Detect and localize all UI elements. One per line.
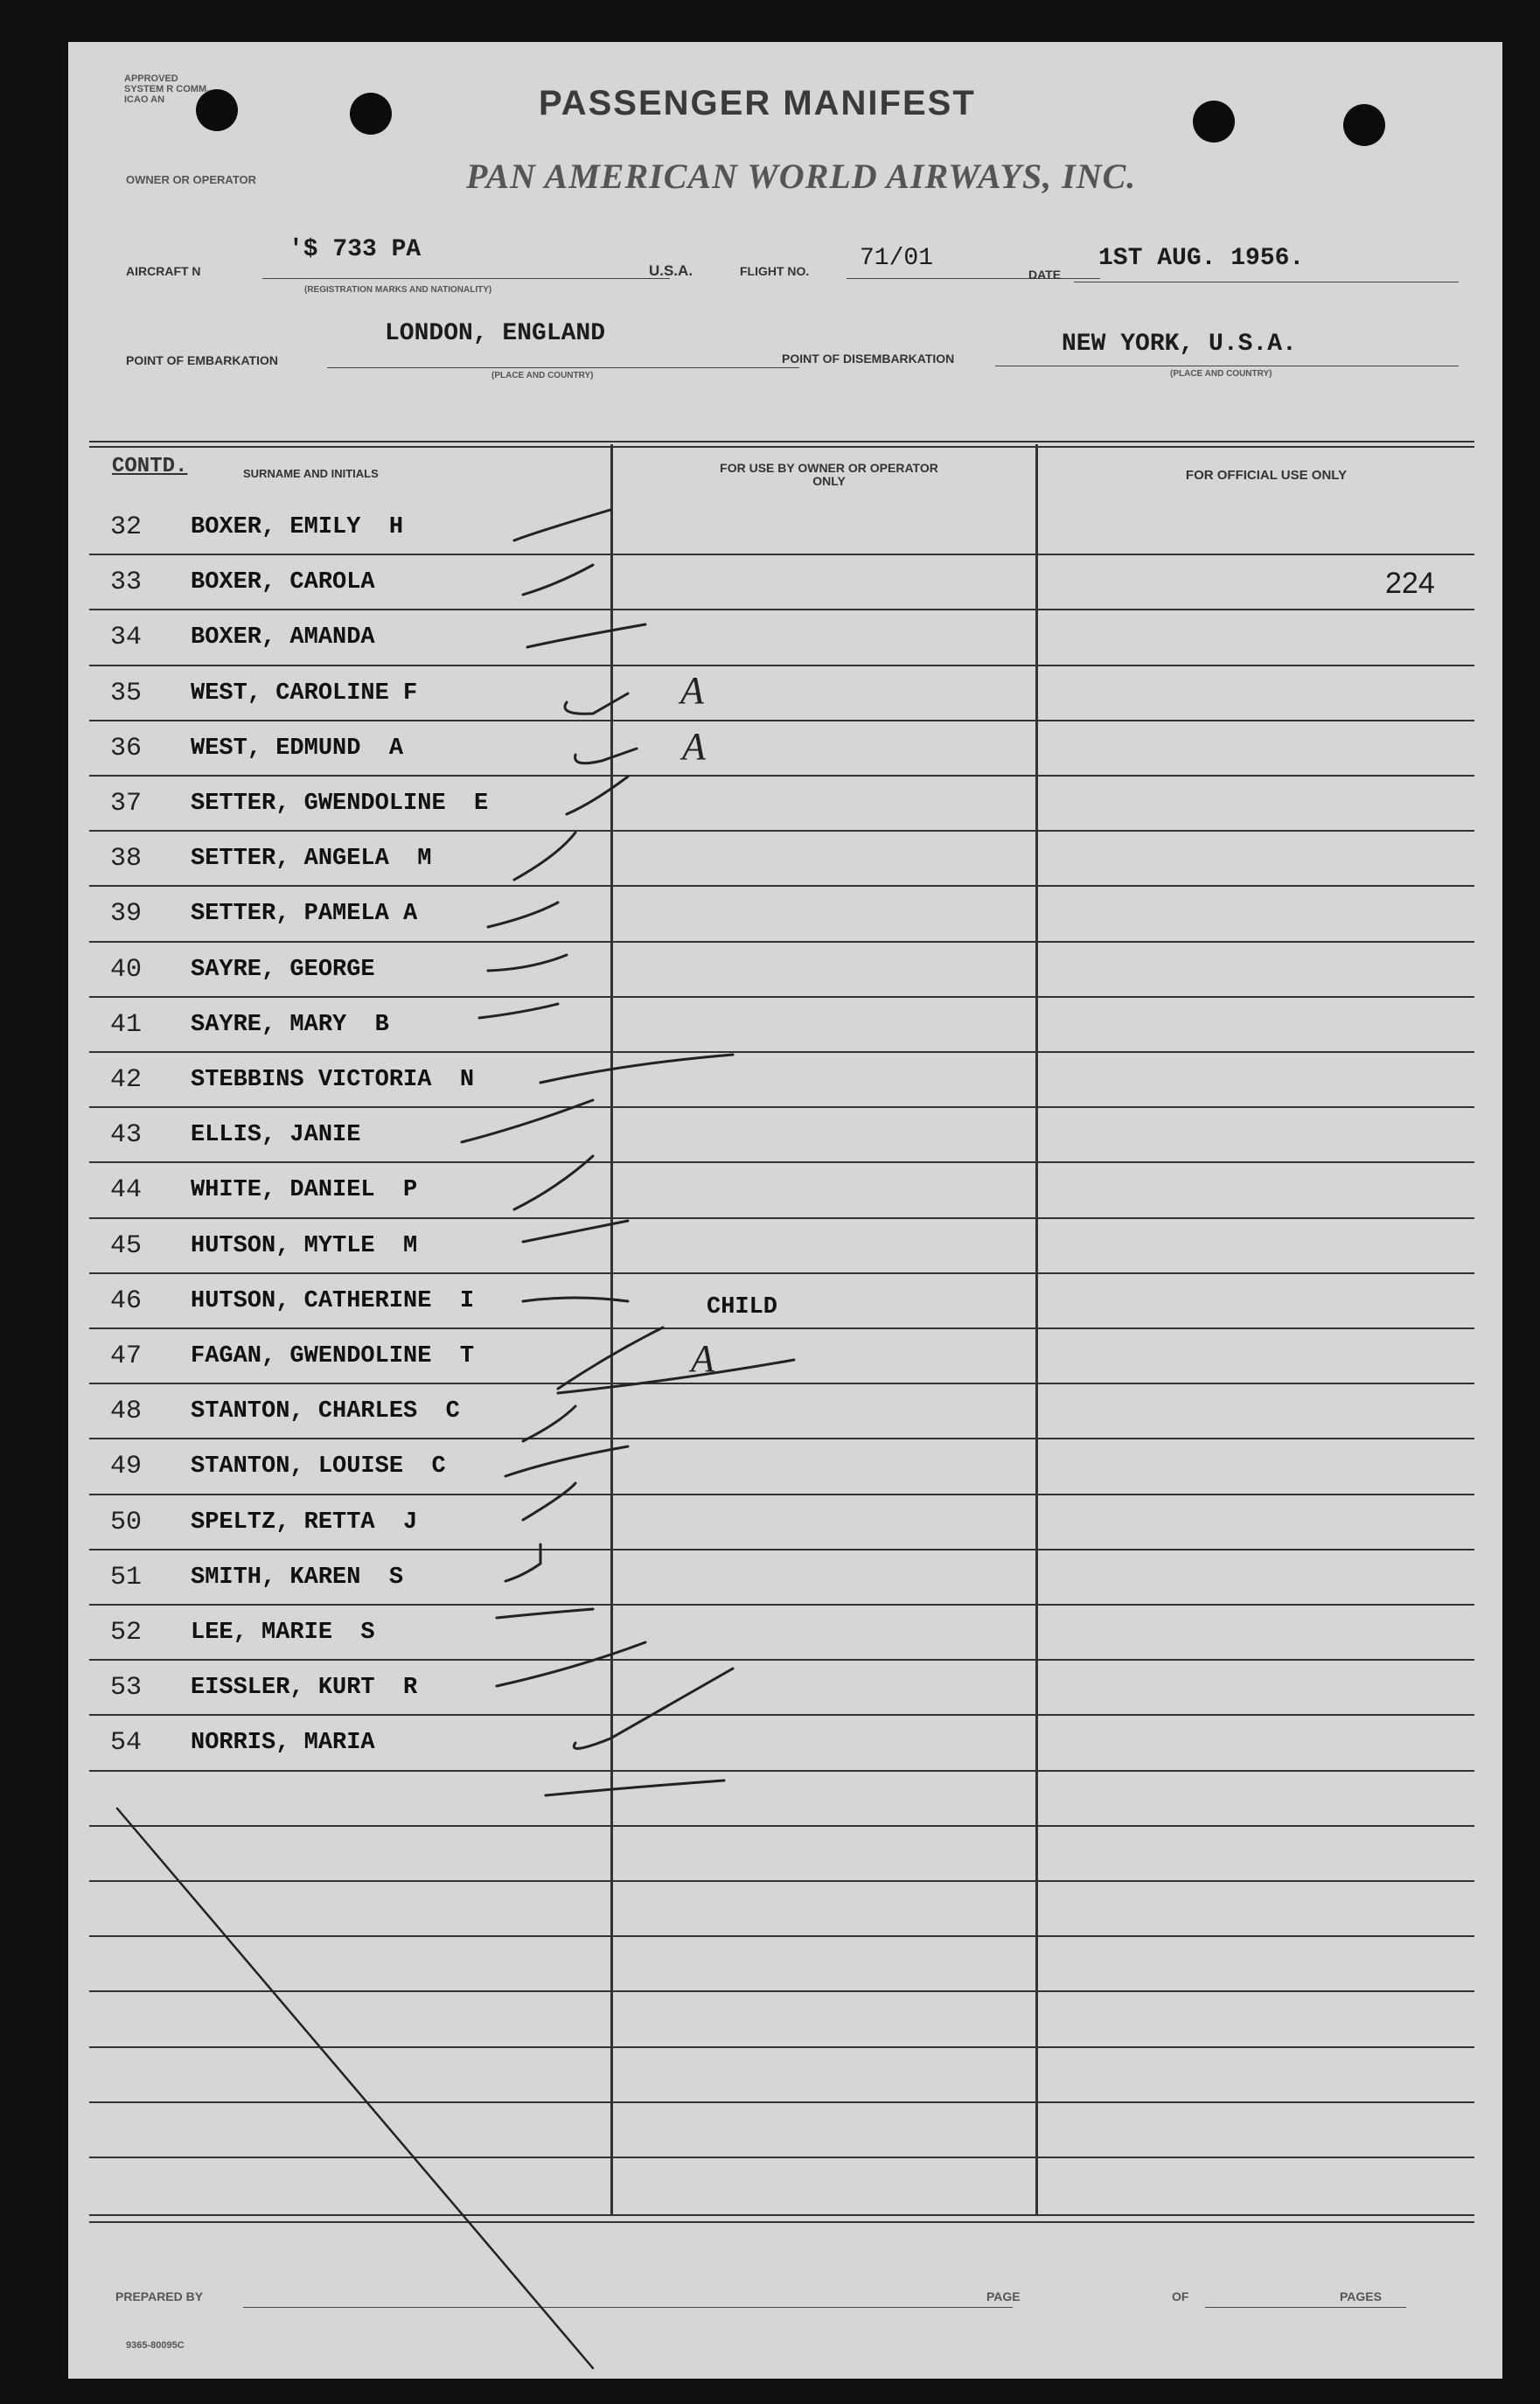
official-header: FOR OFFICIAL USE ONLY [1185,468,1348,483]
date-label: DATE [1028,268,1062,282]
flight-label: FLIGHT NO. [740,264,810,278]
usa-label: U.S.A. [649,262,693,279]
passenger-name: SETTER, PAMELA A [191,901,418,928]
passenger-name: ELLIS, JANIE [191,1122,361,1149]
passenger-number: 33 [110,568,143,598]
registration-caption: (REGISTRATION MARKS AND NATIONALITY) [304,285,492,295]
disembark-label: POINT OF DISEMBARKATION [782,352,955,366]
passenger-number: 50 [110,1507,143,1537]
passenger-number: 52 [110,1618,143,1648]
flight-value: 71/01 [860,245,934,272]
approval-stamp: APPROVED SYSTEM R COMM. ICAO AN [124,73,210,105]
passenger-number: 42 [110,1065,143,1095]
manifest-sheet [68,42,1502,2379]
passenger-number: 44 [110,1175,143,1206]
passenger-number: 49 [110,1452,143,1482]
disembark-caption: (PLACE AND COUNTRY) [1170,369,1272,379]
passenger-number: 41 [110,1009,143,1040]
passenger-number: 36 [110,733,143,763]
passenger-name: BOXER, CAROLA [191,569,375,596]
passenger-name: WEST, EDMUND A [191,735,404,762]
passenger-name: HUTSON, MYTLE M [191,1232,418,1259]
official-note: 224 [1385,567,1435,600]
passenger-number: 45 [110,1230,143,1261]
passenger-name: STANTON, LOUISE C [191,1453,446,1481]
disembark-value: NEW YORK, U.S.A. [1062,331,1297,358]
contd-label: CONTD. [112,455,188,478]
page-title: PASSENGER MANIFEST [539,84,976,122]
surname-header: SURNAME AND INITIALS [243,467,379,480]
passenger-number: 37 [110,789,143,819]
child-note: CHILD [707,1294,778,1320]
passenger-name: SETTER, ANGELA M [191,846,432,873]
passenger-name: SETTER, GWENDOLINE E [191,791,489,817]
page-label: PAGE [986,2289,1021,2303]
passenger-number: 46 [110,1286,143,1316]
passenger-number: 53 [110,1673,143,1704]
passenger-name: FAGAN, GWENDOLINE T [191,1343,475,1369]
pages-label: PAGES [1340,2289,1382,2303]
date-value: 1ST AUG. 1956. [1098,245,1305,272]
passenger-name: SAYRE, MARY B [191,1011,389,1038]
passenger-name: WEST, CAROLINE F [191,679,418,707]
aircraft-label: AIRCRAFT N [126,264,201,278]
handwritten-mark: A [691,1337,714,1380]
passenger-name: WHITE, DANIEL P [191,1177,418,1204]
prepared-label: PREPARED BY [115,2289,204,2303]
owner-label: OWNER OR OPERATOR [126,173,257,186]
embark-value: LONDON, ENGLAND [385,320,606,347]
embark-label: POINT OF EMBARKATION [126,353,278,367]
passenger-number: 32 [110,512,143,542]
handwritten-mark: A [680,669,704,712]
embark-caption: (PLACE AND COUNTRY) [491,371,594,380]
passenger-number: 40 [110,954,143,985]
passenger-name: SPELTZ, RETTA J [191,1509,418,1536]
passenger-name: HUTSON, CATHERINE I [191,1287,475,1314]
passenger-name: STANTON, CHARLES C [191,1398,460,1425]
passenger-number: 54 [110,1728,143,1759]
passenger-name: BOXER, AMANDA [191,624,375,652]
aircraft-value: '$ 733 PA [289,236,422,263]
passenger-name: LEE, MARIE S [191,1620,375,1646]
passenger-name: BOXER, EMILY H [191,514,404,540]
passenger-number: 47 [110,1341,143,1371]
of-label: OF [1172,2289,1189,2303]
passenger-number: 35 [110,678,143,708]
passenger-number: 43 [110,1120,143,1151]
form-number: 9365-80095C [126,2340,185,2351]
passenger-name: STEBBINS VICTORIA N [191,1067,475,1093]
airline-name: PAN AMERICAN WORLD AIRWAYS, INC. [466,157,1137,196]
passenger-number: 39 [110,899,143,930]
passenger-name: EISSLER, KURT R [191,1675,418,1702]
passenger-number: 38 [110,844,143,874]
passenger-number: 48 [110,1397,143,1427]
passenger-name: SAYRE, GEORGE [191,956,375,983]
passenger-name: SMITH, KAREN S [191,1564,404,1591]
owner-header: FOR USE BY OWNER OR OPERATOR ONLY [720,461,938,488]
passenger-number: 51 [110,1562,143,1592]
handwritten-mark: A [682,725,706,768]
passenger-number: 34 [110,623,143,653]
passenger-name: NORRIS, MARIA [191,1730,375,1757]
handwritten-checkmarks [68,42,1502,2379]
